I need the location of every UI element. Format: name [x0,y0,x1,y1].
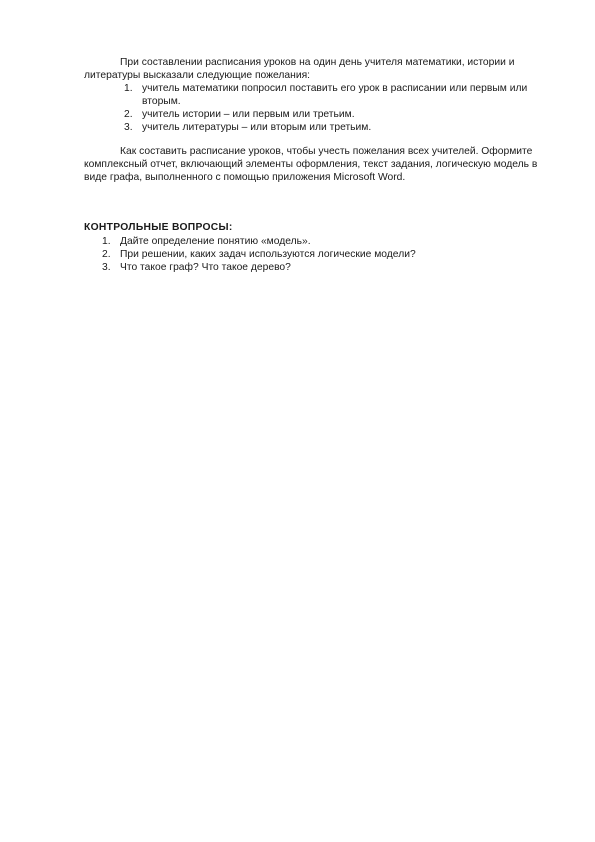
list-number: 1. [124,83,133,94]
list-item-text: учитель истории – или первым или третьим. [142,109,355,120]
wishes-list [84,82,554,134]
list-number: 2. [124,109,133,120]
list-item-text: Что такое граф? Что такое дерево? [120,262,291,273]
list-item [84,108,554,121]
list-item [84,248,554,261]
list-item [84,82,554,108]
list-number: 3. [102,262,111,273]
list-item-text: Дайте определение понятию «модель». [120,236,311,247]
list-number: 3. [124,122,133,133]
list-item-text: При решении, каких задач используются логические модели? [120,249,416,260]
questions-list [84,235,554,274]
list-item-text: учитель математики попросил поставить его урок в расписании или первым или вторым. [142,83,528,107]
intro-paragraph: При составлении расписания уроков на один день учителя математики, истории и литературы высказали следующие пожелания: [84,57,515,81]
list-item [84,121,554,134]
list-item-text: учитель литературы – или вторым или третьим. [142,122,372,133]
list-number: 2. [102,249,111,260]
list-number: 1. [102,236,111,247]
assignment-section [84,145,554,184]
task-section [84,56,554,134]
list-item [84,261,554,274]
list-item [84,235,554,248]
assignment-paragraph: Как составить расписание уроков, чтобы учесть пожелания всех учителей. Оформите комплексный отчет, включающий элементы оформления, текст задания, логическую модель в виде графа, выполненного с помощью приложения Microsoft Word. [84,146,538,183]
questions-heading: КОНТРОЛЬНЫЕ ВОПРОСЫ: [84,222,233,233]
